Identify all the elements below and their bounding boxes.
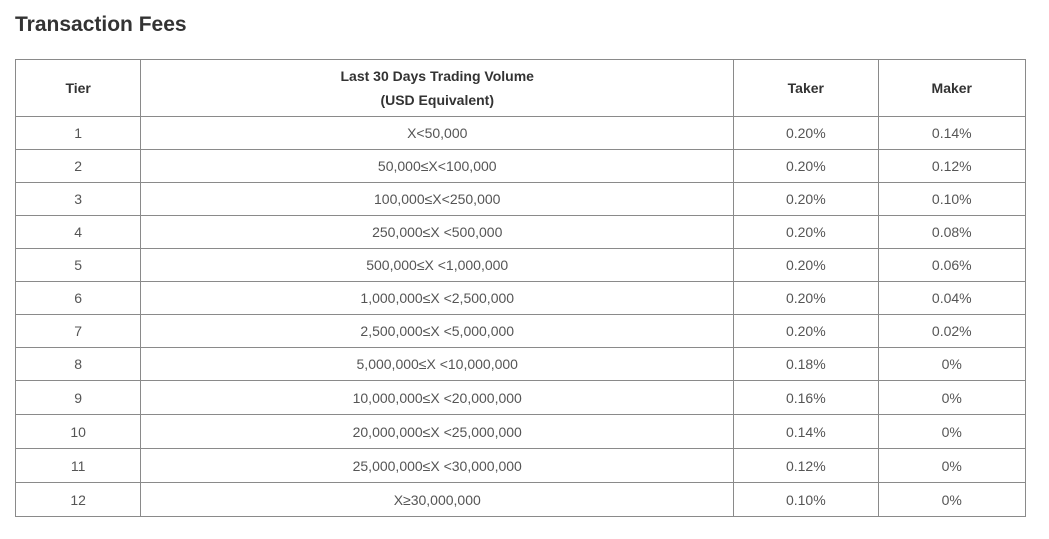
cell-taker: 0.16% — [734, 381, 878, 415]
cell-tier: 9 — [16, 381, 141, 415]
header-volume-line2: (USD Equivalent) — [380, 92, 495, 108]
cell-taker: 0.20% — [734, 249, 878, 282]
cell-maker: 0.06% — [878, 249, 1025, 282]
cell-tier: 8 — [16, 348, 141, 381]
cell-taker: 0.12% — [734, 449, 878, 483]
cell-taker: 0.20% — [734, 183, 878, 216]
table-row — [16, 381, 1026, 415]
cell-maker: 0% — [878, 449, 1025, 483]
cell-volume: 25,000,000≤X <30,000,000 — [141, 449, 734, 483]
cell-volume: 2,500,000≤X <5,000,000 — [141, 315, 734, 348]
cell-maker: 0% — [878, 348, 1025, 381]
header-tier: Tier — [16, 60, 141, 117]
cell-volume: 10,000,000≤X <20,000,000 — [141, 381, 734, 415]
cell-taker: 0.20% — [734, 282, 878, 315]
page-title: Transaction Fees — [15, 13, 187, 36]
table-row — [16, 348, 1026, 381]
cell-maker: 0.10% — [878, 183, 1025, 216]
cell-tier: 4 — [16, 216, 141, 249]
cell-volume: 50,000≤X<100,000 — [141, 150, 734, 183]
cell-taker: 0.20% — [734, 216, 878, 249]
table-row — [16, 117, 1026, 150]
cell-volume: X≥30,000,000 — [141, 483, 734, 517]
cell-taker: 0.18% — [734, 348, 878, 381]
cell-tier: 1 — [16, 117, 141, 150]
cell-taker: 0.10% — [734, 483, 878, 517]
cell-maker: 0.12% — [878, 150, 1025, 183]
cell-maker: 0.08% — [878, 216, 1025, 249]
cell-maker: 0% — [878, 483, 1025, 517]
table-row — [16, 282, 1026, 315]
cell-volume: 1,000,000≤X <2,500,000 — [141, 282, 734, 315]
header-volume — [141, 60, 734, 117]
header-maker: Maker — [878, 60, 1025, 117]
cell-tier: 12 — [16, 483, 141, 517]
table-row — [16, 315, 1026, 348]
cell-taker: 0.20% — [734, 150, 878, 183]
cell-volume: 20,000,000≤X <25,000,000 — [141, 415, 734, 449]
cell-tier: 11 — [16, 449, 141, 483]
cell-tier: 10 — [16, 415, 141, 449]
table-row — [16, 415, 1026, 449]
cell-tier: 6 — [16, 282, 141, 315]
table-row — [16, 483, 1026, 517]
cell-maker: 0% — [878, 381, 1025, 415]
cell-volume: X<50,000 — [141, 117, 734, 150]
cell-volume: 250,000≤X <500,000 — [141, 216, 734, 249]
table-row — [16, 216, 1026, 249]
header-taker: Taker — [734, 60, 878, 117]
transaction-fees-table — [15, 59, 1026, 517]
cell-taker: 0.20% — [734, 117, 878, 150]
table-row — [16, 249, 1026, 282]
table-header-row — [16, 60, 1026, 117]
cell-tier: 5 — [16, 249, 141, 282]
table-row — [16, 183, 1026, 216]
cell-taker: 0.20% — [734, 315, 878, 348]
cell-volume: 5,000,000≤X <10,000,000 — [141, 348, 734, 381]
cell-maker: 0.04% — [878, 282, 1025, 315]
cell-maker: 0% — [878, 415, 1025, 449]
cell-volume: 500,000≤X <1,000,000 — [141, 249, 734, 282]
cell-tier: 3 — [16, 183, 141, 216]
table-row — [16, 449, 1026, 483]
table-row — [16, 150, 1026, 183]
cell-tier: 2 — [16, 150, 141, 183]
cell-taker: 0.14% — [734, 415, 878, 449]
cell-tier: 7 — [16, 315, 141, 348]
cell-maker: 0.14% — [878, 117, 1025, 150]
cell-volume: 100,000≤X<250,000 — [141, 183, 734, 216]
cell-maker: 0.02% — [878, 315, 1025, 348]
header-volume-line1: Last 30 Days Trading Volume — [340, 68, 534, 84]
